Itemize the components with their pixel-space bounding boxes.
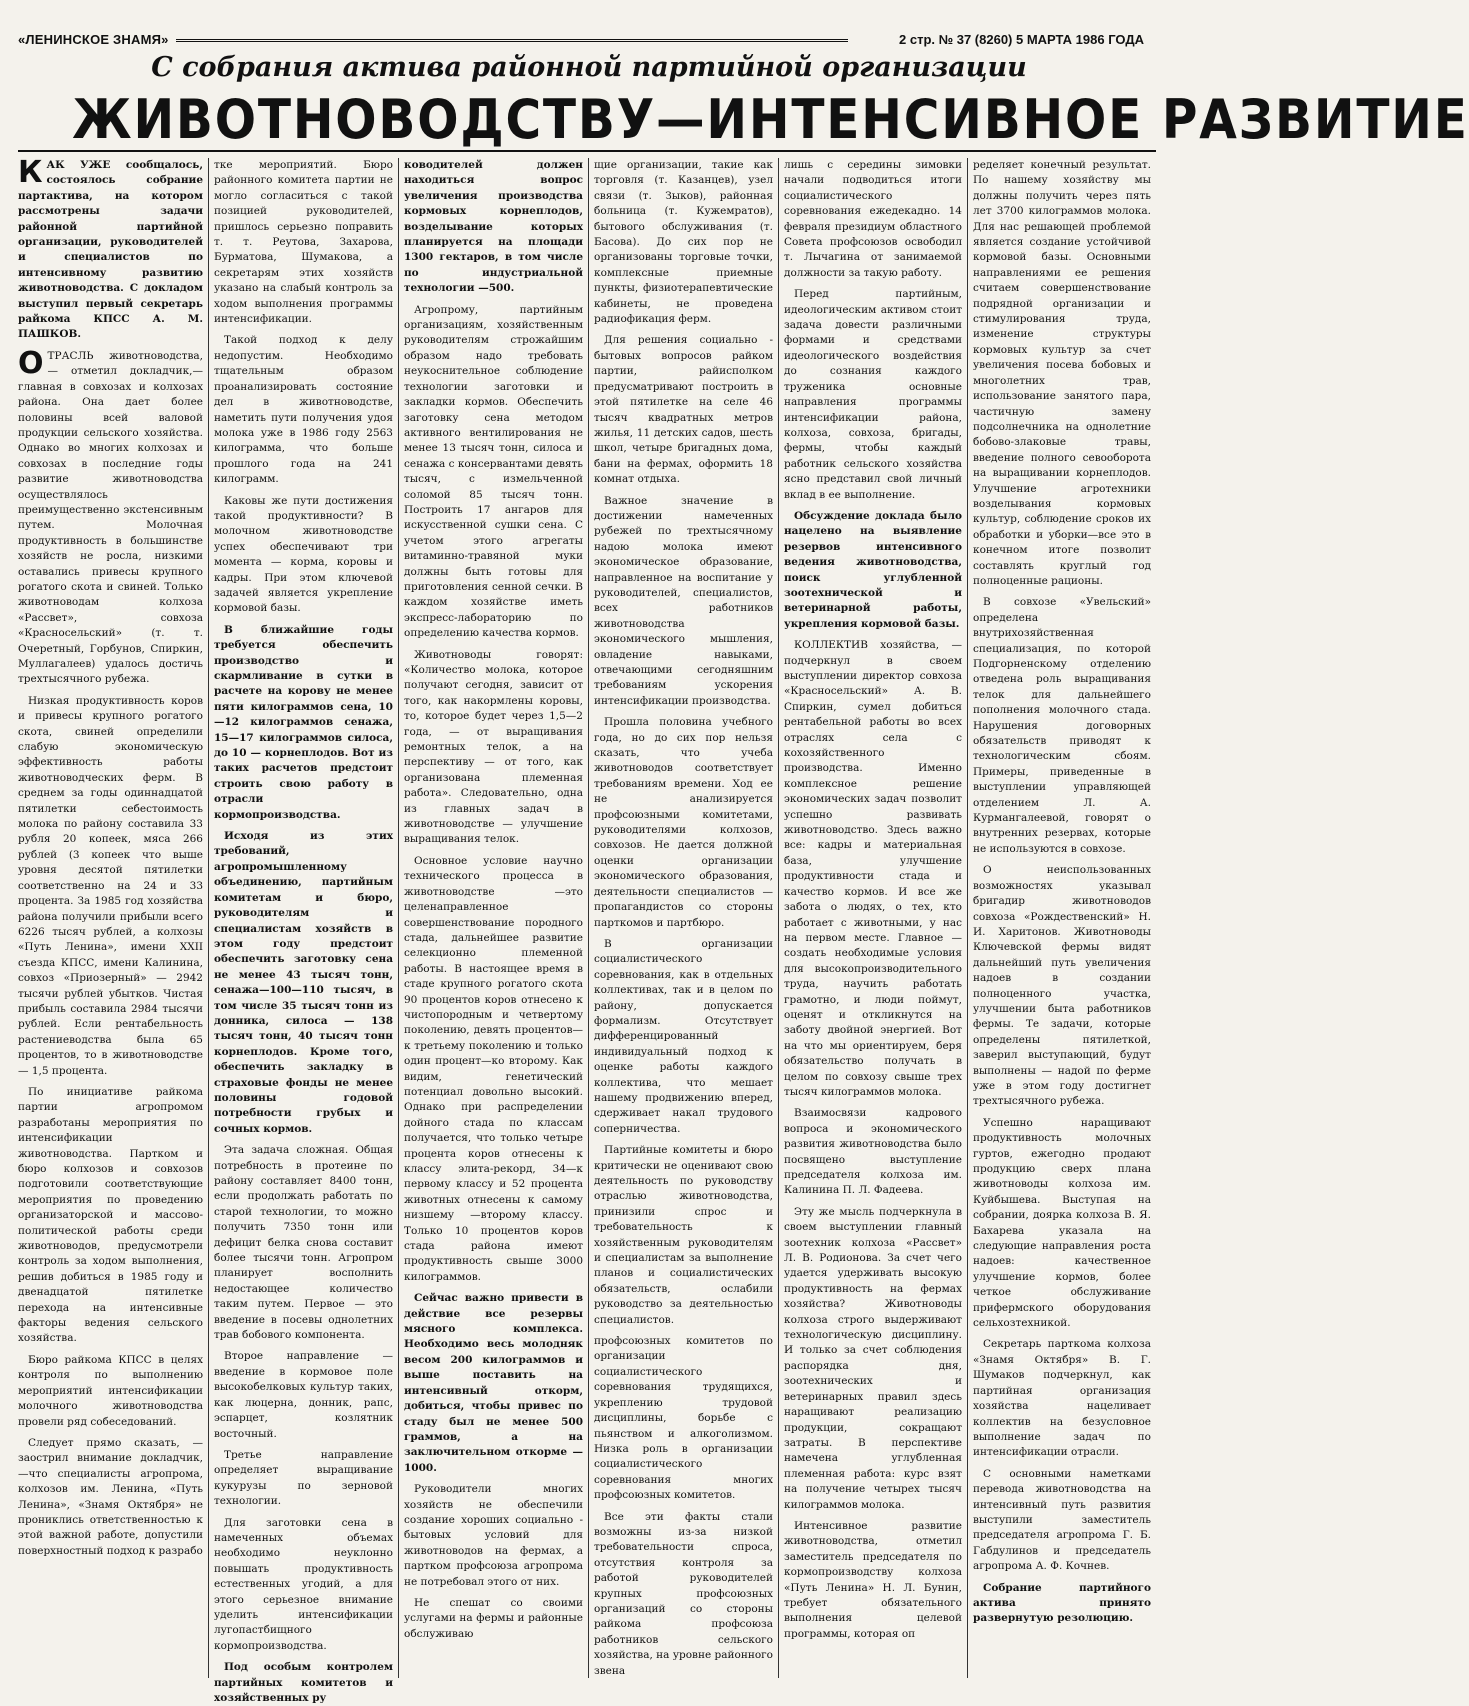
newspaper-name: «ЛЕНИНСКОЕ ЗНАМЯ» — [18, 32, 169, 47]
paragraph: тке мероприятий. Бюро районного комитета партии не могло согласиться с такой позицией руководителей, пришлось серьезно поправить т. т. Реутова, Захарова, Бурматова, Шумакова, а секретарям этих хозяйств указано на слабый контроль за ходом выполнения программы интенсификации. — [214, 159, 393, 326]
header-rule — [176, 39, 848, 42]
paragraph: Исходя из этих требований, агропромышленному объединению, партийным комитетам и бюро, руководителям и специалистам хозяйств в этом году предстоит обеспечить заготовку сена не менее 43 тысяч тонн, сенажа—100—110 тысяч, в том числе 35 тысяч тонн из донника, силоса — 138 тысяч тонн, 40 тысяч тонн корнеплодов. Кроме того, обеспечить закладку в страховые фонды не менее половины годовой потребности грубых и сочных кормов. — [214, 830, 393, 1135]
drop-cap: О — [18, 345, 44, 381]
column-2 — [208, 158, 398, 1704]
paragraph: В совхозе «Увельский» определена внутрихозяйственная специализация, по которой Подгорненскому отделению отведена роль выращивания телок для дальнейшего пополнения молочного стада. Нарушения договорных обязательств приводят к технологическим сбоям. Примеры, приведенные в выступлении управляющей отделением Л. А. Курмангалеевой, говорят о внутренних резервах, которые не используются в совхозе. — [973, 596, 1151, 855]
paragraph: Второе направление — введение в кормовое поле высокобелковых культур таких, как люцерна, донник, рапс, эспарцет, козлятник восточный. — [214, 1350, 393, 1440]
paragraph: Третье направление определяет выращивание кукурузы по зерновой технологии. — [214, 1448, 393, 1508]
paragraph: Сейчас важно привести в действие все резервы мясного комплекса. Необходимо весь молодняк весом 200 килограммов и выше поставить на интенсивный откорм, добиться, чтобы привес по стаду был не менее 500 граммов, а на заключительном откорме —1000. — [404, 1292, 583, 1474]
paragraph: Взаимосвязи кадрового вопроса и экономического развития животноводства было посвящено выступление председателя колхоза им. Калинина П. Л. Фадеева. — [784, 1107, 962, 1197]
issue-info: 2 стр. № 37 (8260) 5 МАРТА 1986 ГОДА — [899, 32, 1144, 47]
paragraph: Секретарь парткома колхоза «Знамя Октября» В. Г. Шумаков подчеркнул, как партийная организация хозяйства нацеливает коллектив на безусловное выполнение задач по интенсификации отрасли. — [973, 1338, 1151, 1459]
paragraph: ределяет конечный результат. По нашему хозяйству мы должны получить через пять лет 3700 килограммов молока. Для нас решающей проблемой является создание устойчивой кормовой базы. Основными направлениями ее решения считаем совершенствование подрядной организации и стимулирования труда, изменение структуры кормовых культур за счет увеличения посева бобовых и многолетних трав, использование занятого пара, частичную замену подсолнечника на однолетние бобово-злаковые травы, введение полного севооборота на выращивании корнеплодов. Улучшение агротехники возделывания кормовых культур, соблюдение сроков их обработки и уборки—все это в конечном итоге позволит составлять круглый год полноценные рационы. — [973, 159, 1151, 587]
paragraph: ОТРАСЛЬ животноводства, — отметил докладчик,—главная в совхозах и колхозах района. Она дает более половины всей валовой продукции сельского хозяйства. Однако во многих колхозах и совхозах в последние годы развитие животноводства осуществлялось преимущественно экстенсивным путем. Молочная продуктивность в большинстве хозяйств не росла, низкими оставались привесы крупного рогатого скота и свиней. Только животноводам колхоза «Рассвет», совхоза «Красносельский» (т. т. Очеретный, Горбунов, Спиркин, Муллагалеев) удалось достичь трехтысячного рубежа. — [18, 345, 203, 686]
paragraph: Такой подход к делу недопустим. Необходимо тщательным образом проанализировать состояние дел в животноводстве, наметить пути получения удоя молока уже в 1986 году 2563 килограмма, что больше прошлого года на 241 килограмм. — [214, 334, 393, 486]
column-6 — [967, 158, 1156, 1678]
paragraph: Перед партийным, идеологическим активом стоит задача довести различными формами и средствами идеологического воздействия до сознания каждого труженика основные направления программы интенсификации района, колхоза, совхоза, бригады, фермы, чтобы каждый работник сельского хозяйства ясно представил свой личный вклад в ее выполнение. — [784, 288, 962, 501]
paragraph: Под особым контролем партийных комитетов и хозяйственных ру — [214, 1661, 393, 1704]
paragraph: Руководители многих хозяйств не обеспечили создание хороших социально - бытовых условий для животноводов на фермах, а партком профсоюза агропрома не потребовал этого от них. — [404, 1483, 583, 1588]
lead-text: АК УЖЕ сообщалось, состоялось собрание партактива, на котором рассмотрены задачи районной партийной организации, руководителей и специалистов по интенсивному развитию животноводства. С докладом выступил первый секретарь райкома КПСС А. М. ПАШКОВ. — [18, 159, 203, 341]
paragraph: Основное условие научно технического процесса в животноводстве —это целенаправленное совершенствование породного стада, дальнейшее развитие селекционно племенной работы. В настоящее время в стаде крупного рогатого скота 90 процентов коров отнесено к чистопородным и четвертому поколению, девять процентов—к третьему поколению и только один процент—ко второму. Как видим, генетический потенциал довольно высокий. Однако при распределении дойного стада по классам получается, что только четыре процента коров отнесены к классу элита-рекорд, 34—к первому классу и 52 процента животных отнесены к самому низшему —второму классу. Только 10 процентов коров стада района имеют продуктивность свыше 3000 килограммов. — [404, 854, 583, 1283]
paragraph: О неиспользованных возможностях указывал бригадир животноводов совхоза «Рождественский» Н. И. Харитонов. Животноводы Ключевской фермы видят дальнейший путь увеличения надоев в создании полноценного участка, улучшении быта работников фермы. Те задачи, которые определены пятилеткой, заверил выступающий, будут выполнены — надой по ферме уже в этом году достигнет трехтысячного рубежа. — [973, 864, 1151, 1108]
paragraph: Следует прямо сказать, — заострил внимание докладчик, —что специалисты агропрома, колхозов им. Ленина, «Путь Ленина», «Знамя Октября» не прониклись ответственностью к этой важной работе, допустили поверхностный подход к разрабо — [18, 1436, 203, 1557]
article-kicker: С собрания актива районной партийной организации — [151, 52, 1027, 83]
paragraph: Каковы же пути достижения такой продуктивности? В молочном животноводстве успех обеспечивают три момента — корма, коровы и кадры. При этом ключевой задачей является укрепление кормовой базы. — [214, 494, 393, 615]
paragraph: Обсуждение доклада было нацелено на выявление резервов интенсивного ведения животноводства, поиск углубленной зоотехнической и ветеринарной работы, укрепления кормовой базы. — [784, 509, 962, 630]
article-columns — [18, 155, 1156, 1704]
article-headline: ЖИВОТНОВОДСТВУ—ИНТЕНСИВНОЕ РАЗВИТИЕ — [72, 88, 1469, 151]
paragraph: Низкая продуктивность коров и привесы крупного рогатого скота, свиней определили слабую экономическую эффективность работы животноводческих ферм. В среднем за годы одиннадцатой пятилетки себестоимость молока по району составила 33 рубля 20 копеек, мяса 266 рублей (3 копеек что выше уровня десятой пятилетки соответственно на 24 и 33 процента. За 1985 год хозяйства района получили прибыли всего 6226 тысяч рублей, а колхозы «Путь Ленина», имени XXII съезда КПСС, имени Калинина, совхоз «Приозерный» — 2942 тысячи рублей убытков. Чистая прибыль составила 2984 тысячи рублей. Если рентабельность растениеводства была 65 процентов, то в животноводстве — 1,5 процента. — [18, 694, 203, 1077]
paragraph: Животноводы говорят: «Количество молока, которое получают сегодня, зависит от того, как накормлены коровы, то, которое будет через 1,5—2 года, — от выращивания ремонтных телок, а на перспективу — от того, как организована племенная работа». Следовательно, одна из главных задач в животноводстве — улучшение выращивания телок. — [404, 648, 583, 846]
column-4 — [588, 158, 778, 1678]
paragraph: щие организации, такие как торговля (т. Казанцев), узел связи (т. Зыков), районная больница (т. Кужемратов), бытового обслуживания (т. Басова). До сих пор не организованы торговые точки, комплексные приемные пункты, физиотерапевтические кабинеты, не проведена радиофикация ферм. — [594, 159, 773, 326]
paragraph: Прошла половина учебного года, но до сих пор нельзя сказать, что учеба животноводов соответствует требованиям времени. Ход ее не анализируется профсоюзными комитетами, руководителями колхозов, совхозов. Не дается должной оценки организации экономического образования, деятельности специалистов — пропагандистов со стороны парткомов и партбюро. — [594, 716, 773, 929]
drop-cap: К — [18, 155, 43, 190]
column-1 — [18, 155, 208, 1678]
column-5 — [778, 158, 967, 1678]
paragraph: профсоюзных комитетов по организации социалистического соревнования трудящихся, укреплению трудовой дисциплины, борьбе с пьянством и алкоголизмом. Низка роль в организации социалистического соревнования многих профсоюзных комитетов. — [594, 1335, 773, 1502]
paragraph: Эта задача сложная. Общая потребность в протеине по району составляет 8400 тонн, если продолжать работать по старой технологии, то можно получить 7350 тонн или дефицит белка снова составит более тысячи тонн. Агропром планирует восполнить недостающее количество таким путем. Первое — это введение в посевы однолетних трав бобового компонента. — [214, 1144, 393, 1342]
lead-paragraph — [18, 155, 203, 343]
paragraph: Для заготовки сена в намеченных объемах необходимо неуклонно повышать продуктивность естественных угодий, а для этого серьезное внимание уделить интенсификации лугопастбищного кормопроизводства. — [214, 1516, 393, 1652]
paragraph: Успешно наращивают продуктивность молочных гуртов, ежегодно продают продукцию сверх плана животноводы колхоза им. Куйбышева. Выступая на собрании, доярка колхоза В. Я. Бахарева указала на следующие направления роста надоев: качественное улучшение кормов, более четкое обслуживание прифермского оборудования сельхозтехникой. — [973, 1116, 1151, 1330]
paragraph: Эту же мысль подчеркнула в своем выступлении главный зоотехник колхоза «Рассвет» Л. В. Родионова. За счет чего удается удерживать высокую продуктивность на фермах хозяйства? Животноводы колхоза строго выдерживают технологическую дисциплину. И только за счет соблюдения распорядка дня, зоотехнических и ветеринарных правил здесь наращивают реализацию продукции, сокращают затраты. В перспективе намечена углубленная племенная работа: курс взят на получение четырех тысяч килограммов молока. — [784, 1205, 962, 1511]
column-3 — [398, 158, 588, 1678]
paragraph: Партийные комитеты и бюро критически не оценивают свою деятельность по руководству отраслью животноводства, принизили спрос и требовательность к хозяйственным руководителям и специалистам за выполнение планов и социалистических обязательств, ослабили руководство за деятельностью специалистов. — [594, 1144, 773, 1326]
paragraph: Не спешат со своими услугами на фермы и районные обслуживаю — [404, 1596, 583, 1640]
paragraph: В организации социалистического соревнования, как в отдельных коллективах, так и в целом по району, допускается формализм. Отсутствует дифференцированный индивидуальный подход к оценке работы каждого коллектива, что мешает нашему продвижению вперед, сдерживает накал трудового соперничества. — [594, 937, 773, 1135]
paragraph: Важное значение в достижении намеченных рубежей по трехтысячному надою молока имеют экономическое образование, направленное на воспитание у руководителей, специалистов, всех работников животноводства экономического мышления, овладение навыками, отвечающими сегодняшним требованиям ускорения интенсификации производства. — [594, 494, 773, 707]
paragraph: лишь с середины зимовки начали подводиться итоги социалистического соревнования ежедекадно. 14 февраля президиум областного Совета профсоюзов освободил т. Лычагина от занимаемой должности за такую работу. — [784, 159, 962, 279]
paragraph: Все эти факты стали возможны из-за низкой требовательности спроса, отсутствия контроля за работой руководителей крупных профсоюзных организаций со стороны райкома профсоюза работников сельского хозяйства, на уровне районного звена — [594, 1510, 773, 1677]
paragraph: По инициативе райкома партии агропромом разработаны мероприятия по интенсификации животноводства. Партком и бюро колхозов и совхозов подготовили соответствующие мероприятия по проведению организаторской и массово-политической работы среди животноводов, предусмотрели контроль за ходом выполнения, решив добиться в 1985 году и двенадцатой пятилетке перехода на интенсивные факторы ведения сельского хозяйства. — [18, 1085, 203, 1345]
paragraph: С основными наметками перевода животноводства на интенсивный путь развития выступили заместитель председателя агропрома Г. Б. Габдулинов и председатель агропрома А. Ф. Кочнев. — [973, 1467, 1151, 1573]
paragraph: КОЛЛЕКТИВ хозяйства, — подчеркнул в своем выступлении директор совхоза «Красносельский» А. В. Спиркин, сумел добиться рентабельной работы во всех отраслях села с кохозяйственного производства. Именно комплексное решение экономических задач позволит успешно развивать животноводство. Здесь важно все: кадры и материальная база, улучшение продуктивности стада и качество кормов. И все же забота о людях, о тех, кто работает с животными, у нас на первом месте. Главное — создать необходимые условия для высокопроизводительного труда, научить работать грамотно, и люди поймут, оценят и откликнутся на заботу двойной энергией. Вот на что мы ориентируем, беря обязательство получать в целом по совхозу свыше трех тысяч килограммов молока. — [784, 639, 962, 1098]
paragraph: Агропрому, партийным организациям, хозяйственным руководителям строжайшим образом надо требовать неукоснительное соблюдение технологии заготовки и закладки кормов. Обеспечить заготовку сена методом активного вентилирования не менее 13 тысяч тонн, силоса и сенажа с консервантами девять тысяч, с измельченной соломой 85 тысяч тонн. Построить 17 ангаров для искусственной сушки сена. С учетом этого агрегаты витаминно-травяной муки должны быть готовы для приготовления сенной сечки. В каждом хозяйстве иметь экспресс-лабораторию по определению качества кормов. — [404, 303, 584, 640]
paragraph: Интенсивное развитие животноводства, отметил заместитель председателя по кормопроизводству колхоза «Путь Ленина» Н. Л. Бунин, требует обязательного выполнения целевой программы, которая оп — [784, 1519, 962, 1640]
paragraph: ководителей должен находиться вопрос увеличения производства кормовых корнеплодов, возделывание которых планируется на площади 1300 гектаров, в том числе по индустриальной технологии —500. — [404, 159, 583, 295]
paragraph: Собрание партийного актива принято развернутую резолюцию. — [973, 1581, 1151, 1625]
paragraph: Для решения социально - бытовых вопросов райком партии, райисполком предусматривают построить в этой пятилетке на селе 46 тысяч квадратных метров жилья, 11 детских садов, шесть школ, четыре бригадных дома, бани на фермах, оформить 18 комнат отдыха. — [594, 334, 773, 486]
paragraph: Бюро райкома КПСС в целях контроля по выполнению мероприятий интенсификации молочного животноводства провели ряд собеседований. — [18, 1353, 203, 1428]
headline-rule — [18, 150, 1156, 152]
paragraph: В ближайшие годы требуется обеспечить производство и скармливание в сутки в расчете на корову не менее пяти килограммов сена, 10—12 килограммов сенажа, 15—17 килограммов силоса, до 10 — корнеплодов. Вот из таких расчетов предстоит строить свою работу в отрасли кормопроизводства. — [214, 623, 393, 821]
